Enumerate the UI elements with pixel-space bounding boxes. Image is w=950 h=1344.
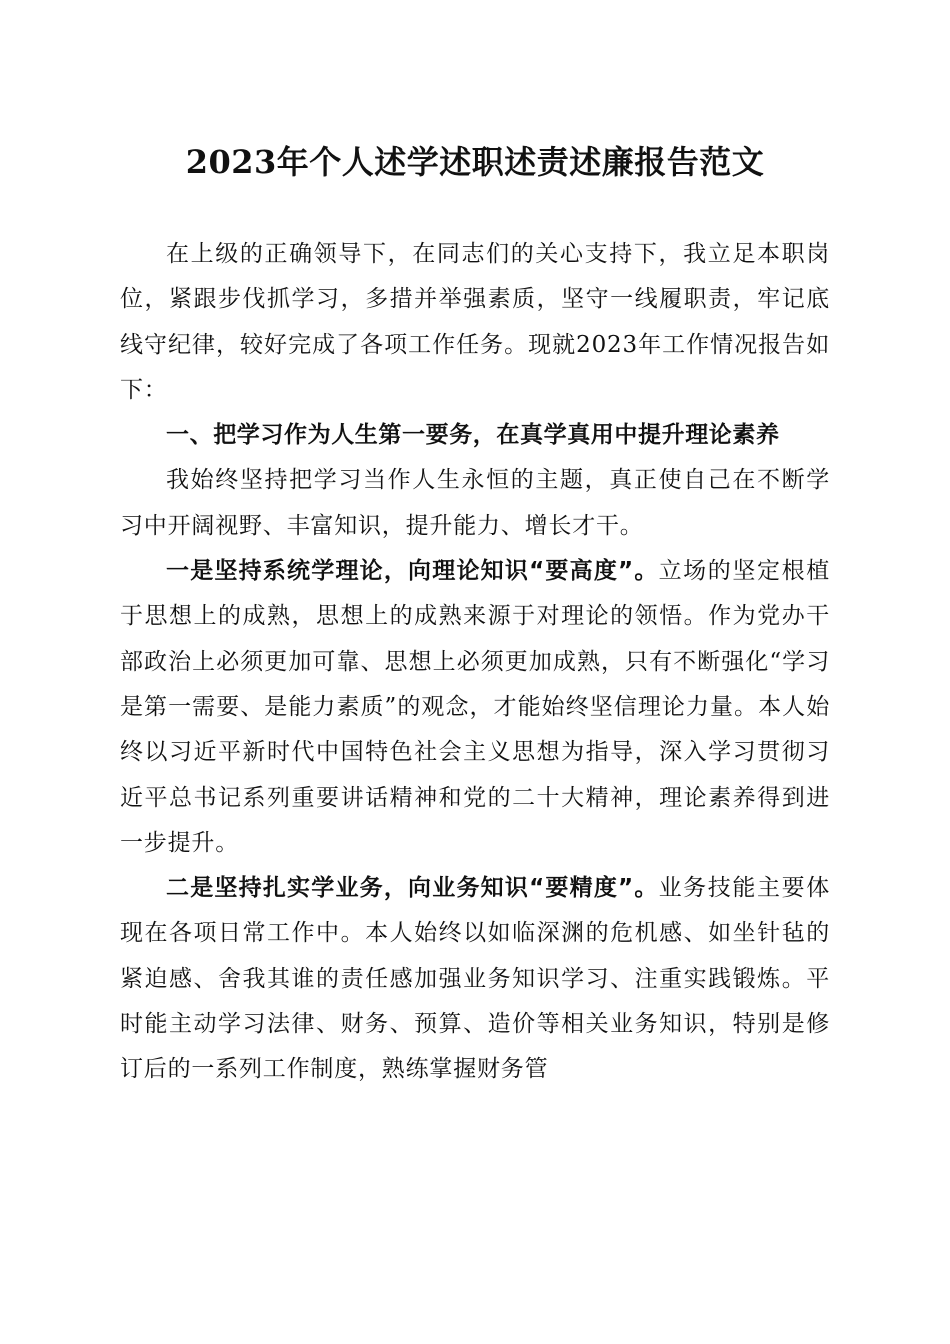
point-one-text: 立场的坚定根植于思想上的成熟，思想上的成熟来源于对理论的领悟。作为党办干部政治上必须更加可靠、思想上必须更加成熟，只有不断强化“学习是第一需要、是能力素质”的观念，才能始终坚信理论力量。本人始终以习近平新时代中国特色社会主义思想为指导，深入学习贯彻习近平总书记系列重要讲话精神和党的二十大精神，理论素养得到进一步提升。 xyxy=(120,558,830,856)
point-one-lead: 一是坚持系统学理论，向理论知识“要高度”。 xyxy=(166,558,659,585)
point-one-paragraph xyxy=(120,549,830,866)
point-two-text: 业务技能主要体现在各项日常工作中。本人始终以如临深渊的危机感、如坐针毡的紧迫感、舍我其谁的责任感加强业务知识学习、注重实践锻炼。平时能主动学习法律、财务、预算、造价等相关业务知识，特别是修订后的一系列工作制度，熟练掌握财务管 xyxy=(120,875,830,1083)
point-two-paragraph xyxy=(120,866,830,1092)
document-body xyxy=(120,232,830,1093)
document-title: 2023年个人述学述职述责述廉报告范文 xyxy=(185,143,765,181)
section-heading: 一、把学习作为人生第一要务，在真学真用中提升理论素养 xyxy=(166,422,780,449)
section-intro-paragraph: 我始终坚持把学习当作人生永恒的主题，真正使自己在不断学习中开阔视野、丰富知识，提升能力、增长才干。 xyxy=(120,467,830,539)
point-two-lead: 二是坚持扎实学业务，向业务知识“要精度”。 xyxy=(166,875,659,902)
intro-paragraph: 在上级的正确领导下，在同志们的关心支持下，我立足本职岗位，紧跟步伐抓学习，多措并举强素质，坚守一线履职责，牢记底线守纪律，较好完成了各项工作任务。现就2023年工作情况报告如下： xyxy=(120,241,830,403)
